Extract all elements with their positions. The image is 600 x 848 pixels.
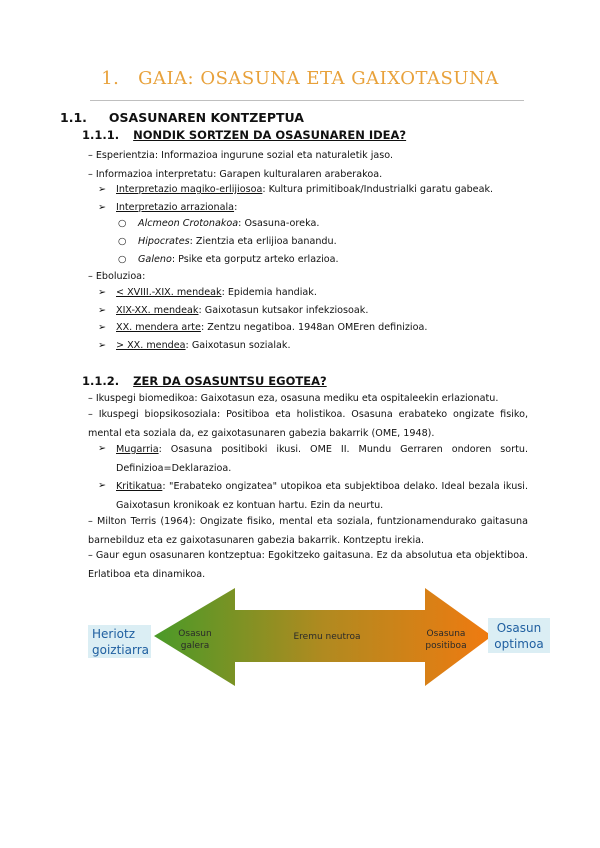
arrow-bullet-icon: ➢ (98, 287, 107, 298)
label-eremu-neutroa: Eremu neutroa (293, 632, 361, 642)
item-gaur-egun: – Gaur egun osasunaren kontzeptua: Egokitzeko gaitasuna. Ez da absolutua eta objektiboa. Erlatiboa eta dinamikoa. (88, 550, 528, 580)
label-osasun-galera: Osasun galera (178, 629, 212, 651)
section-number: 1.1. (60, 110, 87, 125)
title-number: 1. (101, 68, 120, 89)
arrow-bullet-icon: ➢ (98, 305, 107, 316)
bullet-alcmeon: ○ Alcmeon Crotonakoa: Osasuna-oreka. (118, 218, 320, 229)
bullet-eboluzioa-2: ➢ XIX-XX. mendeak: Gaixotasun kutsakor infekziosoak. (98, 305, 369, 316)
section-title: NONDIK SORTZEN DA OSASUNAREN IDEA? (133, 128, 407, 142)
bullet-eboluzioa-3: ➢ XX. mendera arte: Zentzu negatiboa. 1948an OMEren definizioa. (98, 322, 428, 333)
arrow-bullet-icon: ➢ (98, 340, 107, 351)
section-number: 1.1.1. (82, 128, 120, 142)
bullet-galeno: ○ Galeno: Psike eta gorputz arteko erlazioa. (118, 254, 339, 265)
title-text: GAIA: OSASUNA ETA GAIXOTASUNA (138, 68, 499, 89)
section-number: 1.1.2. (82, 374, 120, 388)
bullet-eboluzioa-4: ➢ > XX. mendea: Gaixotasun sozialak. (98, 340, 291, 351)
label-osasuna-positiboa: Osasuna positiboa (425, 629, 467, 651)
circle-bullet-icon: ○ (118, 254, 127, 265)
circle-bullet-icon: ○ (118, 236, 127, 247)
bullet-kritikatua: Kritikatua: "Erabateko ongizatea" utopikoa eta subjektiboa delako. Ideal bezala ikusi. Gaixotasun kronikoak ez kontuan hartu. Ezin da neurtu. (116, 481, 528, 511)
item-esperientzia: – Esperientzia: Informazioa ingurune sozial eta naturaletik jaso. (88, 150, 394, 161)
item-biopsikosoziala: – Ikuspegi biopsikosoziala: Positiboa eta holistikoa. Osasuna erabateko ongizate fisiko, mental eta soziala da, ez gaixotasunaren gabezia bakarrik (OME, 1948). (88, 409, 528, 439)
bullet-mugarria: Mugarria: Osasuna positiboki ikusi. OME II. Mundu Gerraren ondoren sortu. Definizioa=Deklarazioa. (116, 444, 528, 474)
circle-bullet-icon: ○ (118, 218, 127, 229)
item-milton-terris: – Milton Terris (1964): Ongizate fisiko, mental eta soziala, funtzionamendurako gaitasuna barnebilduz eta ez gaixotasunaren gabezia bakarrik. Kontzeptu irekia. (88, 516, 528, 546)
section-title: OSASUNAREN KONTZEPTUA (108, 110, 304, 125)
bullet-interpretazio-magikoa: ➢ Interpretazio magiko-erlijiosoa: Kultura primitiboak/Industrialki garatu gabeak. (98, 184, 494, 195)
item-informazioa: – Informazioa interpretatu: Garapen kulturalaren araberakoa. (88, 169, 383, 180)
right-box-osasun-optimoa: Osasun optimoa (488, 618, 550, 653)
item-biomedikoa: – Ikuspegi biomedikoa: Gaixotasun eza, osasuna mediku eta ospitaleekin erlazionatu. (88, 393, 499, 404)
arrow-bullet-icon: ➢ (98, 202, 107, 213)
bullet-interpretazio-arrazionala: ➢ Interpretazio arrazionala: (98, 202, 238, 213)
section-title: ZER DA OSASUNTSU EGOTEA? (133, 374, 327, 388)
arrow-bullet-icon: ➢ (98, 443, 107, 454)
arrow-bullet-icon: ➢ (98, 480, 107, 491)
item-eboluzioa: – Eboluzioa: (88, 271, 146, 282)
arrow-bullet-icon: ➢ (98, 184, 107, 195)
bullet-hipocrates: ○ Hipocrates: Zientzia eta erlijioa banandu. (118, 236, 337, 247)
left-box-heriotz-goiztiarra: Heriotz goiztiarra (88, 625, 151, 658)
arrow-bullet-icon: ➢ (98, 322, 107, 333)
bullet-eboluzioa-1: ➢ < XVIII.-XIX. mendeak: Epidemia handiak. (98, 287, 317, 298)
